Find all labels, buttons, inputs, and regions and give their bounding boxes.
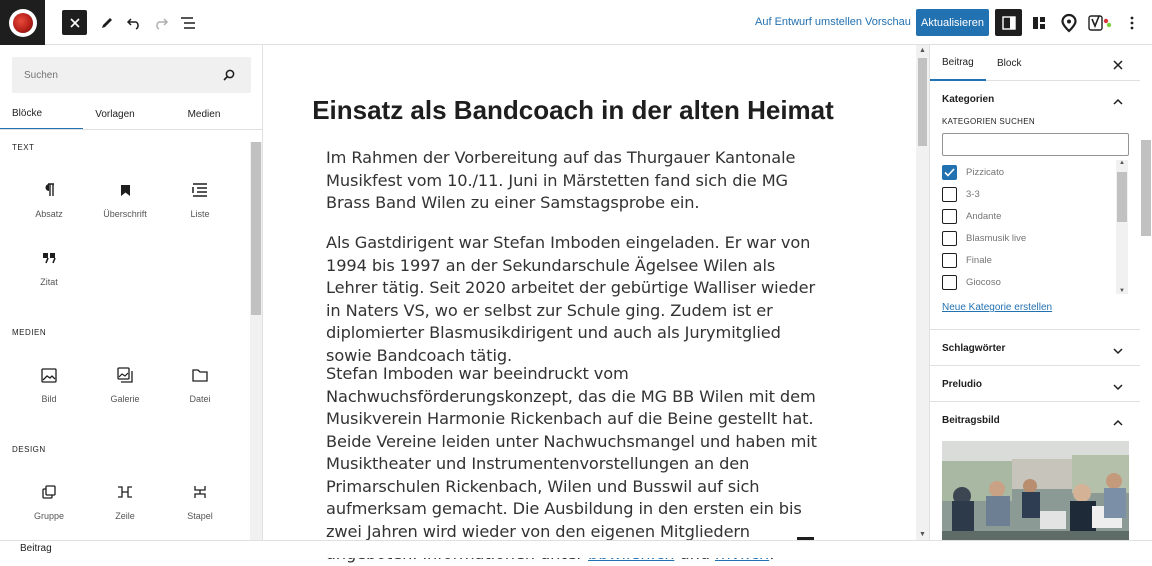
site-logo-image [13,13,33,33]
panel-title: Preludio [942,379,983,390]
location-pin-icon[interactable] [1056,10,1081,35]
paragraph-block[interactable]: Als Gastdirigent war Stefan Imboden eingeladen. Er war von 1994 bis 1997 an der Sekundarschule Ägelsee Wilen als Lehrer tätig. Seit 2020 arbeitet der gebürtige Walliser wieder in Naters VS, wo er selbst zur Schule ging. Zudem ist er diplomierter Blasmusikdirigent und auch als Jurymitglied sowie Bandcoach tätig. [326,233,816,365]
category-title-text: TEXT [12,143,35,152]
editor-canvas [263,45,916,540]
tab-blocks[interactable]: Blöcke [0,99,83,130]
switch-to-draft-link[interactable]: Auf Entwurf umstellen [755,16,862,28]
block-label: Überschrift [103,209,147,219]
list-icon [192,179,208,201]
scrollbar-thumb[interactable] [1141,140,1151,236]
chevron-down-icon [1113,378,1123,396]
category-item[interactable] [942,272,1001,292]
block-label: Datei [189,394,211,404]
image-icon [41,364,57,386]
block-stack[interactable] [162,475,238,531]
checkbox[interactable] [942,253,957,268]
category-search-label: KATEGORIEN SUCHEN [942,117,1035,126]
panel-featured-image-header[interactable] [930,401,1141,437]
category-label: Finale [966,254,992,266]
inserter-tabs [0,99,262,130]
page-builder-icon[interactable] [1026,10,1051,35]
tab-media[interactable]: Medien [187,109,221,120]
checkbox[interactable] [942,187,957,202]
paragraph-text: Stefan Imboden war beeindruckt vom Nachwuchsförderungskonzept, das die MG BB Wilen mit dem Musikverein Harmonie Rickenbach auf die Beine gestellt hat. Beide Vereine leiden unter Nachwuchsmangel und haben mit Musiktheater und Instrumentenvorstellungen an den Primarschulen Rickenbach, Wilen und Busswil auf sich aufmerksam gemacht. Die Ausbildung in den ersten ein bis zwei Jahren wird wieder von den eigenen Mitgliedern [326,364,817,541]
panel-title: Schlagwörter [942,343,1006,354]
settings-panel-icon[interactable] [995,9,1022,36]
tab-patterns[interactable]: Vorlagen [95,109,135,120]
redo-icon[interactable] [148,10,173,35]
undo-icon[interactable] [121,10,146,35]
block-label: Gruppe [33,511,65,521]
block-label: Zitat [40,277,58,287]
category-title-media: MEDIEN [12,328,47,337]
category-item[interactable] [942,162,1004,182]
category-label: 3-3 [966,188,980,200]
editor-header [0,0,1152,45]
scroll-up-icon[interactable]: ▲ [919,47,926,54]
scrollbar-thumb[interactable] [918,58,927,146]
chevron-up-icon [1113,93,1123,111]
block-file[interactable] [162,358,238,414]
block-search-input[interactable] [12,57,251,93]
category-title-design: DESIGN [12,445,46,454]
block-inserter-panel [0,45,263,540]
file-icon [192,364,208,386]
sidebar-tabs [930,45,1141,81]
block-row[interactable] [87,475,163,531]
yoast-icon[interactable] [1087,10,1113,35]
close-icon[interactable] [62,10,87,35]
block-label: Galerie [110,394,140,404]
block-label: Bild [41,394,57,404]
scroll-down-icon[interactable]: ▼ [1119,288,1125,294]
category-label: Pizzicato [966,166,1005,178]
block-label: Absatz [35,209,63,219]
category-label: Andante [966,210,1002,222]
block-paragraph[interactable] [11,173,87,229]
new-category-link[interactable]: Neue Kategorie erstellen [942,302,1053,313]
breadcrumb[interactable]: Beitrag [20,543,52,554]
tabs-divider [0,129,262,130]
checkbox[interactable] [942,231,957,246]
paragraph-block[interactable] [326,363,818,566]
category-search-input[interactable] [942,133,1129,156]
block-list[interactable] [162,173,238,229]
block-group[interactable] [11,475,87,531]
block-heading[interactable] [87,173,163,229]
category-item[interactable] [942,250,992,270]
scrollbar-thumb[interactable] [1117,172,1127,222]
panel-categories-header[interactable] [930,81,1141,117]
canvas-scrollbar[interactable] [916,45,929,540]
site-logo[interactable] [0,0,45,45]
checkbox[interactable] [942,209,957,224]
category-item[interactable] [942,206,1001,226]
category-list-scrollbar[interactable] [1116,160,1128,294]
scroll-up-icon[interactable]: ▲ [1119,160,1125,166]
editor-footer [0,540,1152,558]
inserter-scrollbar[interactable] [250,142,262,540]
checkbox[interactable] [942,275,957,290]
checkbox[interactable] [942,165,957,180]
category-label: Giocoso [966,276,1001,288]
category-list [942,160,1128,295]
tab-block[interactable]: Block [997,57,1022,69]
group-icon [42,481,56,503]
block-quote[interactable] [11,241,87,297]
block-gallery[interactable] [87,358,163,414]
settings-sidebar [929,45,1140,540]
more-options-icon[interactable] [1119,10,1144,35]
scroll-down-icon[interactable]: ▼ [919,531,926,538]
panel-preludio-header[interactable] [930,365,1141,401]
heading-icon [120,179,131,201]
search-icon[interactable] [223,68,235,86]
preview-link[interactable]: Vorschau [865,16,911,28]
paragraph-icon [43,179,55,201]
close-sidebar-icon[interactable] [1113,57,1123,75]
site-logo-badge [9,9,37,37]
category-item[interactable] [942,184,980,204]
paragraph-block[interactable]: Im Rahmen der Vorbereitung auf das Thurgauer Kantonale Musikfest vom 10./11. Juni in Märstetten fand sich die MG Brass Band Wilen zu einer Samstagsprobe ein. [326,148,796,212]
gallery-icon [117,364,133,386]
panel-title: Beitragsbild [942,415,1000,426]
row-icon [117,481,133,503]
update-button[interactable]: Aktualisieren [916,9,989,36]
pen-icon[interactable] [94,10,119,35]
block-label: Liste [190,209,210,219]
search-placeholder: Suchen [24,70,58,81]
category-item[interactable] [942,228,1026,248]
category-label: Blasmusik live [966,232,1027,244]
chevron-down-icon [1113,342,1123,360]
block-image[interactable] [11,358,87,414]
quote-icon [42,247,56,269]
chevron-up-icon [1113,414,1123,432]
tab-post[interactable]: Beitrag [930,45,986,81]
panel-tags-header[interactable] [930,329,1141,365]
panel-title: Kategorien [942,94,995,105]
block-label: Stapel [187,511,213,521]
featured-image[interactable] [942,441,1129,546]
list-view-icon[interactable] [175,10,200,35]
sidebar-scrollbar[interactable] [1140,45,1152,540]
scrollbar-thumb[interactable] [251,142,261,315]
post-title[interactable]: Einsatz als Bandcoach in der alten Heimat [312,95,834,125]
block-label: Zeile [115,511,135,521]
stack-icon [194,481,206,503]
